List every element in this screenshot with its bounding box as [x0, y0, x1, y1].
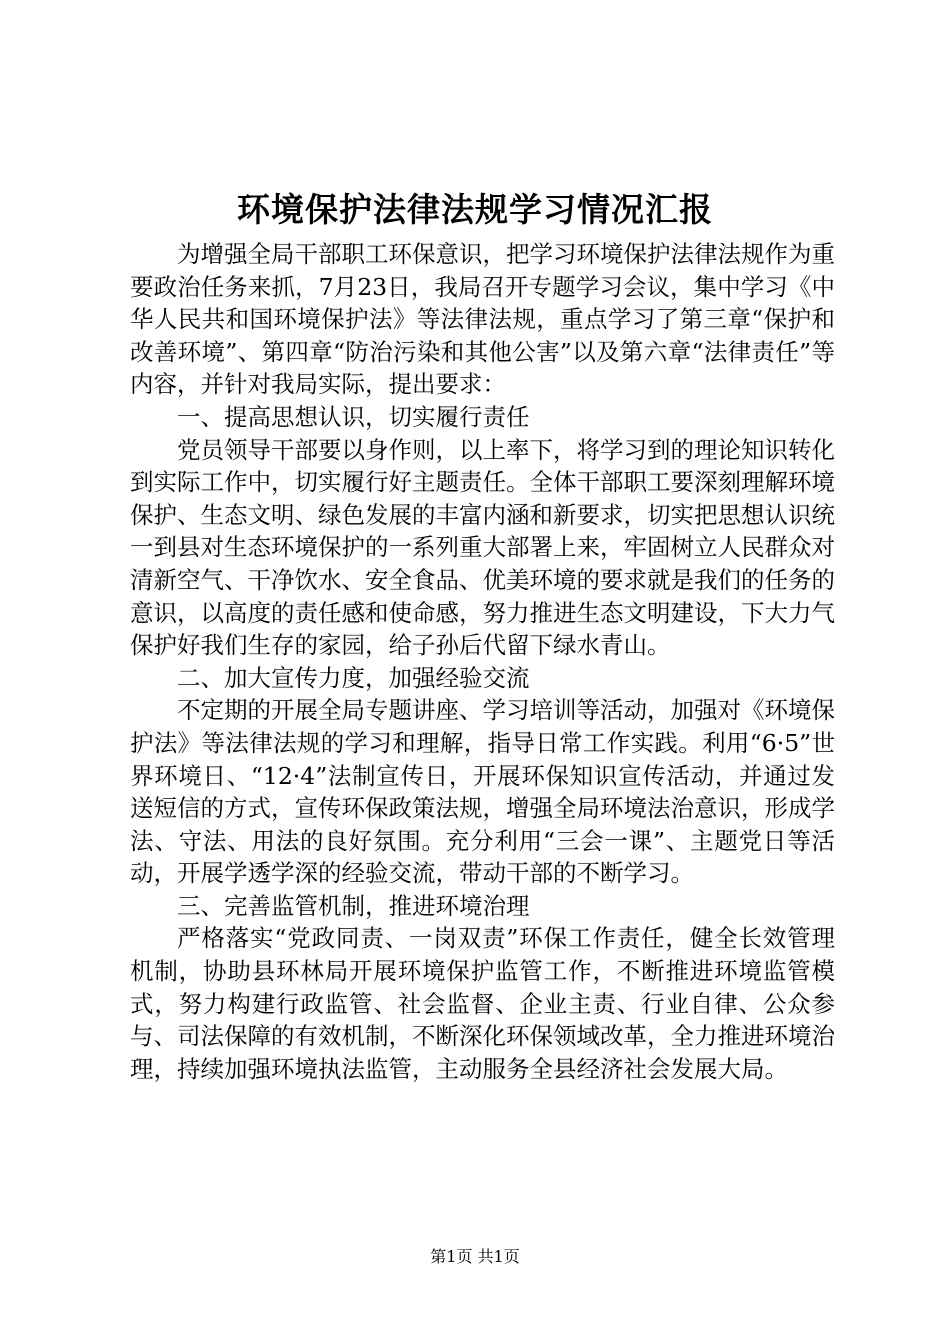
section-heading-3: 三、完善监管机制，推进环境治理 — [177, 891, 530, 920]
section-heading-2: 二、加大宣传力度，加强经验交流 — [177, 663, 530, 692]
page-footer: 第1页 共1页 — [430, 1247, 520, 1266]
section-paragraph-1: 党员领导干部要以身作则，以上率下，将学习到的理论知识转化到实际工作中，切实履行好主题责任。全体干部职工要深刻理解环境保护、生态文明、绿色发展的丰富内涵和新要求，切实把思想认识统一到县对生态环境保护的一系列重大部署上来，牢固树立人民群众对清新空气、干净饮水、安全食品、优美环境的要求就是我们的任务的意识，以高度的责任感和使命感，努力推进生态文明建设，下大力气保护好我们生存的家园，给子孙后代留下绿水青山。 — [130, 435, 835, 660]
section-paragraph-3: 严格落实“党政同责、一岗双责”环保工作责任，健全长效管理机制，协助县环林局开展环境保护监管工作，不断推进环境监管模式，努力构建行政监管、社会监督、企业主责、行业自律、公众参与、司法保障的有效机制，不断深化环保领域改革，全力推进环境治理，持续加强环境执法监管，主动服务全县经济社会发展大局。 — [130, 924, 835, 1083]
section-heading-1: 一、提高思想认识，切实履行责任 — [177, 402, 530, 431]
document-title: 环境保护法律法规学习情况汇报 — [237, 190, 713, 229]
document-body — [130, 238, 835, 1085]
intro-paragraph: 为增强全局干部职工环保意识，把学习环境保护法律法规作为重要政治任务来抓，7月23日，我局召开专题学习会议，集中学习《中华人民共和国环境保护法》等法律法规，重点学习了第三章“保护和改善环境”、第四章“防治污染和其他公害”以及第六章“法律责任”等内容，并针对我局实际，提出要求： — [130, 240, 835, 399]
section-paragraph-2: 不定期的开展全局专题讲座、学习培训等活动，加强对《环境保护法》等法律法规的学习和理解，指导日常工作实践。利用“6·5”世界环境日、“12·4”法制宣传日，开展环保知识宣传活动，并通过发送短信的方式，宣传环保政策法规，增强全局环境法治意识，形成学法、守法、用法的良好氛围。充分利用“三会一课”、主题党日等活动，开展学透学深的经验交流，带动干部的不断学习。 — [130, 696, 835, 888]
